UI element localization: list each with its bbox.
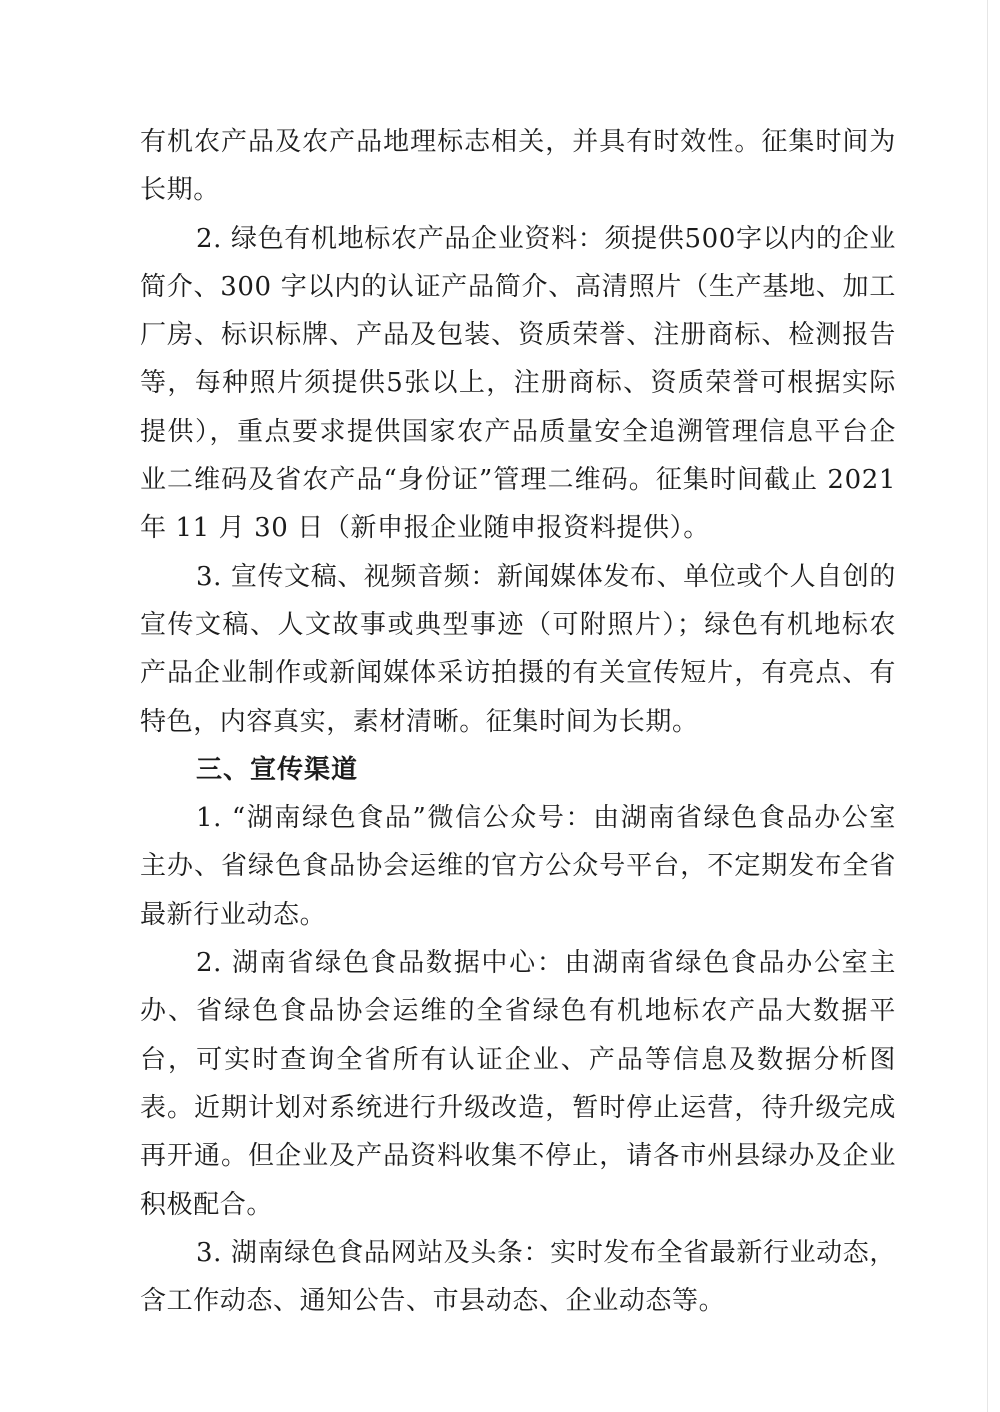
paragraph-publicity-materials: 3. 宣传文稿、视频音频：新闻媒体发布、单位或个人自创的宣传文稿、人文故事或典型事迹（可附照片）；绿色有机地标农产品企业制作或新闻媒体采访拍摄的有关宣传短片，有亮点、有特色，内容真实，素材清晰。征集时间为长期。	[140, 561, 896, 737]
page-fold-line	[987, 0, 988, 1412]
section-heading-channels: 三、宣传渠道	[196, 754, 359, 785]
paragraph-continuation: 有机农产品及农产品地理标志相关，并具有时效性。征集时间为长期。	[140, 127, 896, 206]
paragraph-enterprise-materials: 2. 绿色有机地标农产品企业资料：须提供500字以内的企业简介、300 字以内的认证产品简介、高清照片（生产基地、加工厂房、标识标牌、产品及包装、资质荣誉、注册商标、检测报告等，每种照片须提供5张以上，注册商标、资质荣誉可根据实际提供），重点要求提供国家农产品质量安全追溯管理信息平台企业二维码及省农产品“身份证”管理二维码。征集时间截止 2021年 11 月 30 日（新申报企业随申报资料提供）。	[140, 223, 896, 544]
paragraph-channel-data-center: 2. 湖南省绿色食品数据中心：由湖南省绿色食品办公室主办、省绿色食品协会运维的全省绿色有机地标农产品大数据平台，可实时查询全省所有认证企业、产品等信息及数据分析图表。近期计划对系统进行升级改造，暂时停止运营，待升级完成再开通。但企业及产品资料收集不停止，请各市州县绿办及企业积极配合。	[140, 948, 896, 1220]
paragraph-channel-website: 3. 湖南绿色食品网站及头条：实时发布全省最新行业动态，含工作动态、通知公告、市县动态、企业动态等。	[140, 1237, 896, 1317]
document-body	[140, 118, 896, 1325]
paragraph-channel-wechat: 1. “湖南绿色食品”微信公众号：由湖南省绿色食品办公室主办、省绿色食品协会运维的官方公众号平台，不定期发布全省最新行业动态。	[140, 803, 896, 930]
